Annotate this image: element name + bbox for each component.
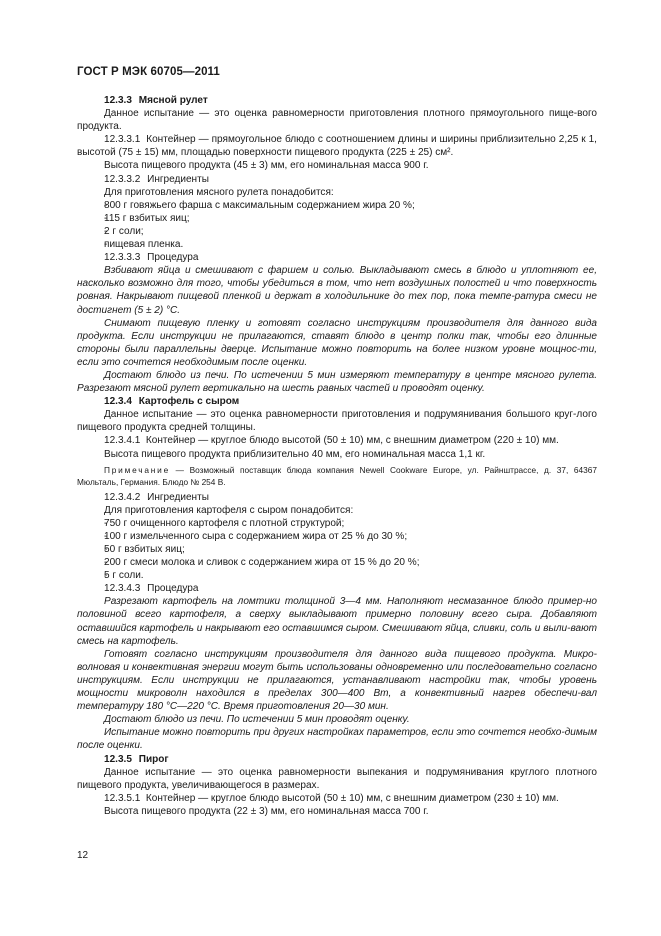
section-number: 12.3.5 [104,753,132,765]
subclause-title: Процедура [147,252,199,264]
procedure-paragraph: Готовят согласно инструкциям производителя для данного вида пищевого продукта. Микро-волновая и конвективная энергии могут быть использованы одновременно или последовательно согласно инструкциям. Если инструкции не прилагаются, устанавливают настройки так, чтобы уровень мощности микроволн находился в пределах 300—400 Вт, а конвективный нагрев обеспечи-вал температуру 180 °C—220 °C. Время приготовления 20—30 мин. [77,648,597,713]
subclause-title: Ингредиенты [147,491,209,503]
paragraph: Высота пищевого продукта приблизительно 40 мм, его номинальная масса 1,1 кг. [104,448,486,460]
section-title: Пирог [138,753,169,765]
subclause-number: 12.3.3.3 [104,252,141,264]
paragraph: Для приготовления картофеля с сыром понадобится: [104,504,354,516]
subclause-number: 12.3.3.2 [104,173,141,185]
procedure-paragraph: Снимают пищевую пленку и готовят согласно инструкциям производителя для данного вида продукта. Если инструкции не прилагаются, ставят блюдо в центр полки так, чтобы его длинные стороны были параллельны дверце. Испытание можно повторить на более низком уровне мощнос-ти, если это сочтется необходимым после оценки. [77,317,597,368]
section-heading-12-3-4 [77,395,597,408]
list-item: -750 г очищенного картофеля с плотной структурой; [77,517,597,530]
list-item: -115 г взбитых яиц; [77,212,597,225]
list-item: -2 г соли; [77,225,597,238]
document-body [77,94,597,818]
procedure-paragraph: Достают блюдо из печи. По истечении 5 мин измеряют температуру в центре мясного рулета. Разрезают мясной рулет вертикально на шесть равных частей и проводят оценку. [77,369,597,395]
subclause-title: Ингредиенты [147,173,209,185]
note-label: Примечание [104,464,171,475]
list-item: -пищевая пленка. [77,238,597,251]
clause-text: Контейнер — круглое блюдо высотой (50 ± 10) мм, с внешним диаметром (230 ± 10) мм. [145,792,559,804]
paragraph: Данное испытание — это оценка равномерности выпекания и подрумянивания круглого плотного пищевого продукта, увеличивающегося в размерах. [77,766,597,791]
list-item: -200 г смеси молока и сливок с содержанием жира от 15 % до 20 %; [77,556,597,569]
procedure-paragraph: Разрезают картофель на ломтики толщиной 3—4 мм. Наполняют несмазанное блюдо пример-но половиной всего картофеля, а сверху выкладывают примерно половину всего сыра. Добавляют оставшийся картофель и накрывают его оставшимся сыром. Смешивают яйца, сливки, соль и выли-вают смесь на картофель. [77,596,597,647]
subclause-heading-12-3-3-2 [77,173,597,186]
clause-12-3-4-1 [77,434,597,447]
section-title: Картофель с сыром [138,396,240,408]
paragraph: Высота пищевого продукта (45 ± 3) мм, его номинальная масса 900 г. [104,160,429,172]
clause-number: 12.3.4.1 [104,435,141,447]
list-item: -800 г говяжьего фарша с максимальным содержанием жира 20 %; [77,199,597,212]
page-number: 12 [77,850,89,861]
clause-12-3-3-1 [77,133,597,159]
clause-number: 12.3.5.1 [104,792,141,804]
subclause-number: 12.3.4.2 [104,491,141,503]
subclause-number: 12.3.4.3 [104,583,141,595]
document-header: ГОСТ Р МЭК 60705—2011 [77,66,220,78]
clause-12-3-5-1 [77,792,597,805]
clause-text: Контейнер — прямоугольное блюдо с соотношением длины и ширины приблизительно 2,25 к 1, высотой (75 ± 15) мм, площадью поверхности пищевого продукта (225 ± 25) см². [77,134,597,159]
subclause-heading-12-3-4-3 [77,582,597,595]
section-title: Мясной рулет [138,95,208,106]
subclause-title: Процедура [147,583,199,595]
paragraph: Высота пищевого продукта (22 ± 3) мм, его номинальная масса 700 г. [104,805,429,817]
note-text: — Возможный поставщик блюда компания Newell Cookware Europe, ул. Райнштрассе, д. 37, 64367 Мюльталь, Германия. Блюдо № 254 В. [77,464,597,487]
section-heading-12-3-5 [77,753,597,766]
paragraph: Данное испытание — это оценка равномерности приготовления плотного прямоугольного пище-вого продукта. [77,108,597,133]
subclause-heading-12-3-4-2 [77,491,597,504]
procedure-paragraph: Взбивают яйца и смешивают с фаршем и солью. Выкладывают смесь в блюдо и уплотняют ее, насколько возможно для того, чтобы убедиться в том, что нет воздушных полостей и что поверхность ровная. Накрывают пищевой пленкой и держат в холодильнике до тех пор, пока темпе-ратура смеси не достигнет (5 ± 2) °C. [77,265,597,316]
paragraph: Для приготовления мясного рулета понадобится: [104,186,334,198]
section-number: 12.3.4 [104,396,132,408]
clause-number: 12.3.3.1 [104,134,141,146]
list-item: -100 г измельченного сыра с содержанием жира от 25 % до 30 %; [77,530,597,543]
section-heading-12-3-3 [77,94,597,107]
clause-text: Контейнер — круглое блюдо высотой (50 ± 10) мм, с внешним диаметром (220 ± 10) мм. [145,435,559,447]
procedure-paragraph: Испытание можно повторить при других настройках параметров, если это сочтется необхо-димым после оценки. [77,727,597,752]
section-number: 12.3.3 [104,95,132,106]
subclause-heading-12-3-3-3 [77,251,597,264]
paragraph: Данное испытание — это оценка равномерности приготовления и подрумянивания большого круг-лого пищевого продукта средней толщины. [77,409,597,434]
list-item: -50 г взбитых яиц; [77,543,597,556]
list-item: -5 г соли. [77,569,597,582]
note [77,464,597,488]
procedure-paragraph: Достают блюдо из печи. По истечении 5 мин проводят оценку. [104,714,410,726]
